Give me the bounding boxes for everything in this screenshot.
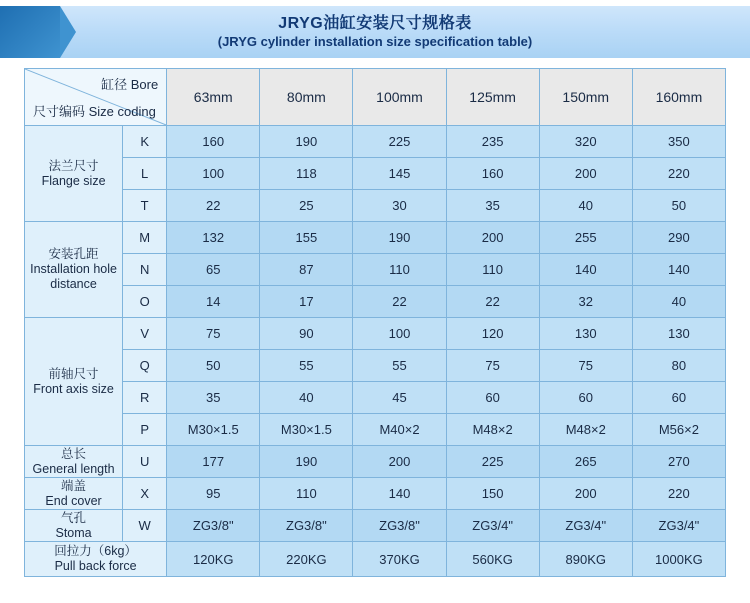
cell-value: 200 xyxy=(353,446,446,478)
cell-value: 60 xyxy=(539,382,632,414)
row-group-label xyxy=(25,542,167,577)
cell-value: 35 xyxy=(446,190,539,222)
table-row xyxy=(25,286,726,318)
table-row xyxy=(25,126,726,158)
cell-value: 45 xyxy=(353,382,446,414)
cell-value: 40 xyxy=(539,190,632,222)
cell-value: 225 xyxy=(353,126,446,158)
row-code: R xyxy=(123,382,167,414)
cell-value: 220 xyxy=(632,158,725,190)
banner-accent-shape xyxy=(0,6,60,58)
row-group-label xyxy=(25,318,123,446)
cell-value: 1000KG xyxy=(632,542,725,577)
row-code: O xyxy=(123,286,167,318)
row-group-label-cn: 安装孔距 xyxy=(48,247,99,261)
table-row xyxy=(25,382,726,414)
row-code: N xyxy=(123,254,167,286)
cell-value: 220KG xyxy=(260,542,353,577)
cell-value: 190 xyxy=(353,222,446,254)
cell-value: 190 xyxy=(260,446,353,478)
cell-value: ZG3/8" xyxy=(260,510,353,542)
row-group-label-en: Flange size xyxy=(41,173,106,188)
row-group-label-cn: 前轴尺寸 xyxy=(48,366,99,381)
cell-value: 130 xyxy=(539,318,632,350)
cell-value: 130 xyxy=(632,318,725,350)
cell-value: 55 xyxy=(353,350,446,382)
cell-value: 30 xyxy=(353,190,446,222)
cell-value: 270 xyxy=(632,446,725,478)
row-group-label xyxy=(25,478,123,510)
cell-value: M30×1.5 xyxy=(260,414,353,446)
cell-value: 290 xyxy=(632,222,725,254)
cell-value: 120KG xyxy=(167,542,260,577)
specification-table xyxy=(24,68,726,577)
page-title-cn: JRYG油缸安装尺寸规格表 xyxy=(278,14,472,32)
header-sizecode-label: 尺寸编码 Size coding xyxy=(33,104,156,119)
row-code: P xyxy=(123,414,167,446)
cell-value: M30×1.5 xyxy=(167,414,260,446)
column-header-2: 80mm xyxy=(260,69,353,126)
header-banner xyxy=(0,6,750,58)
cell-value: 118 xyxy=(260,158,353,190)
cell-value: 80 xyxy=(632,350,725,382)
row-code: V xyxy=(123,318,167,350)
column-header-6: 160mm xyxy=(632,69,725,126)
row-group-label-cn: 气孔 xyxy=(61,510,87,525)
page-title-en: (JRYG cylinder installation size specification table) xyxy=(217,33,533,49)
cell-value: 200 xyxy=(446,222,539,254)
column-header-1: 63mm xyxy=(167,69,260,126)
cell-value: 140 xyxy=(539,254,632,286)
column-header-3: 100mm xyxy=(353,69,446,126)
cell-value: 75 xyxy=(167,318,260,350)
column-header-5: 150mm xyxy=(539,69,632,126)
cell-value: 22 xyxy=(353,286,446,318)
row-group-label xyxy=(25,222,123,318)
cell-value: ZG3/4" xyxy=(632,510,725,542)
cell-value: 155 xyxy=(260,222,353,254)
table-row xyxy=(25,222,726,254)
cell-value: 35 xyxy=(167,382,260,414)
banner-titles xyxy=(218,14,533,50)
row-group-label xyxy=(25,126,123,222)
row-group-label-en: End cover xyxy=(45,493,102,508)
cell-value: 110 xyxy=(353,254,446,286)
cell-value: 220 xyxy=(632,478,725,510)
cell-value: M40×2 xyxy=(353,414,446,446)
cell-value: 150 xyxy=(446,478,539,510)
column-header-4: 125mm xyxy=(446,69,539,126)
cell-value: 17 xyxy=(260,286,353,318)
cell-value: ZG3/4" xyxy=(539,510,632,542)
row-group-label xyxy=(25,510,123,542)
cell-value: 22 xyxy=(446,286,539,318)
table-row xyxy=(25,350,726,382)
row-code: U xyxy=(123,446,167,478)
cell-value: 350 xyxy=(632,126,725,158)
cell-value: 100 xyxy=(167,158,260,190)
cell-value: 160 xyxy=(446,158,539,190)
cell-value: 22 xyxy=(167,190,260,222)
row-code: Q xyxy=(123,350,167,382)
cell-value: 75 xyxy=(539,350,632,382)
cell-value: 140 xyxy=(632,254,725,286)
row-group-label-en: General length xyxy=(32,461,115,476)
row-code: L xyxy=(123,158,167,190)
cell-value: 87 xyxy=(260,254,353,286)
row-group-label xyxy=(25,446,123,478)
cell-value: 100 xyxy=(353,318,446,350)
row-group-label-en: Pull back force xyxy=(54,559,137,573)
table-row xyxy=(25,510,726,542)
cell-value: M48×2 xyxy=(539,414,632,446)
table-row xyxy=(25,318,726,350)
cell-value: 200 xyxy=(539,478,632,510)
row-group-label-cn: 端盖 xyxy=(61,478,87,493)
cell-value: ZG3/8" xyxy=(353,510,446,542)
cell-value: ZG3/4" xyxy=(446,510,539,542)
cell-value: 320 xyxy=(539,126,632,158)
row-group-label-en: Front axis size xyxy=(33,381,114,396)
cell-value: 55 xyxy=(260,350,353,382)
cell-value: M48×2 xyxy=(446,414,539,446)
row-group-label-cn: 回拉力（6kg） xyxy=(54,544,137,558)
cell-value: 890KG xyxy=(539,542,632,577)
cell-value: 177 xyxy=(167,446,260,478)
cell-value: 200 xyxy=(539,158,632,190)
cell-value: 60 xyxy=(446,382,539,414)
cell-value: 110 xyxy=(446,254,539,286)
row-code: T xyxy=(123,190,167,222)
row-group-label-en: Stoma xyxy=(55,525,92,540)
row-code: W xyxy=(123,510,167,542)
table-row xyxy=(25,254,726,286)
header-bore-label: 缸径 Bore xyxy=(101,77,159,92)
row-code: M xyxy=(123,222,167,254)
cell-value: 160 xyxy=(167,126,260,158)
table-row xyxy=(25,446,726,478)
cell-value: M56×2 xyxy=(632,414,725,446)
cell-value: 145 xyxy=(353,158,446,190)
table-row xyxy=(25,542,726,577)
cell-value: 140 xyxy=(353,478,446,510)
cell-value: 32 xyxy=(539,286,632,318)
cell-value: 255 xyxy=(539,222,632,254)
cell-value: 60 xyxy=(632,382,725,414)
cell-value: 25 xyxy=(260,190,353,222)
cell-value: 265 xyxy=(539,446,632,478)
row-group-label-en: Installation hole distance xyxy=(30,262,117,291)
cell-value: 90 xyxy=(260,318,353,350)
row-group-label-cn: 法兰尺寸 xyxy=(48,158,99,173)
cell-value: 132 xyxy=(167,222,260,254)
cell-value: 40 xyxy=(632,286,725,318)
cell-value: 120 xyxy=(446,318,539,350)
header-corner-cell xyxy=(25,69,167,126)
table-row xyxy=(25,158,726,190)
cell-value: 40 xyxy=(260,382,353,414)
cell-value: 225 xyxy=(446,446,539,478)
cell-value: 65 xyxy=(167,254,260,286)
row-code: K xyxy=(123,126,167,158)
table-row xyxy=(25,478,726,510)
cell-value: 75 xyxy=(446,350,539,382)
cell-value: 50 xyxy=(632,190,725,222)
cell-value: 560KG xyxy=(446,542,539,577)
cell-value: 235 xyxy=(446,126,539,158)
cell-value: 370KG xyxy=(353,542,446,577)
table-row xyxy=(25,190,726,222)
cell-value: 110 xyxy=(260,478,353,510)
table-header-row xyxy=(25,69,726,126)
cell-value: 95 xyxy=(167,478,260,510)
row-group-label-cn: 总长 xyxy=(61,446,87,461)
cell-value: 14 xyxy=(167,286,260,318)
row-code: X xyxy=(123,478,167,510)
cell-value: ZG3/8" xyxy=(167,510,260,542)
cell-value: 50 xyxy=(167,350,260,382)
cell-value: 190 xyxy=(260,126,353,158)
table-row xyxy=(25,414,726,446)
